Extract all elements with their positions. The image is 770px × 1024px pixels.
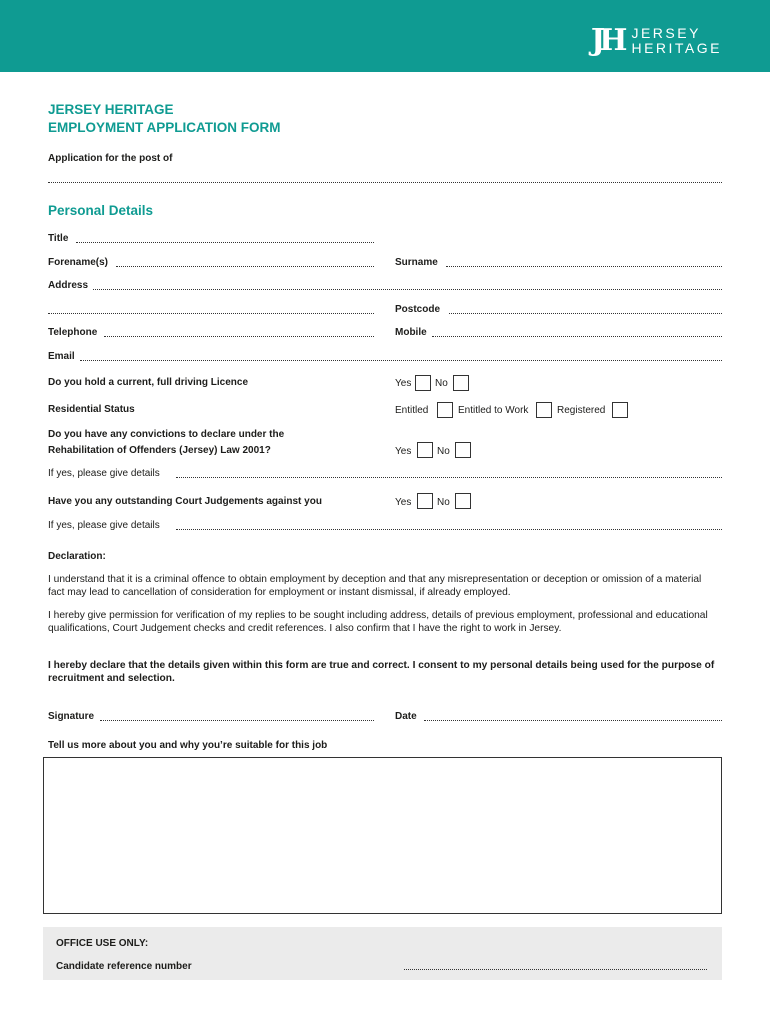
email-field[interactable] [80,360,722,361]
entitled-checkbox[interactable] [437,402,453,418]
declaration-paragraph-2: I hereby give permission for verification of my replies to be sought including address, details of previous employment, professional and educational qualifications, Court Judgement checks and credit references. I also confirm that I have the right to work in Jersey. [48,610,708,635]
candidate-ref-field[interactable] [404,969,707,970]
licence-question: Do you hold a current, full driving Licence [48,377,249,388]
convictions-question [48,428,284,457]
jh-monogram-icon: JH [590,23,622,58]
court-yes-label: Yes [395,497,412,508]
court-details-field[interactable] [176,529,722,530]
logo-wordmark [631,26,722,56]
post-field[interactable] [48,182,722,183]
convictions-question-line2: Rehabilitation of Offenders (Jersey) Law 2001? [48,445,271,456]
forenames-label: Forename(s) [48,257,109,268]
court-no-checkbox[interactable] [455,493,471,509]
surname-label: Surname [395,257,438,268]
logo-line1: JERSEY [631,25,701,41]
email-label: Email [48,351,75,362]
residential-question: Residential Status [48,404,135,415]
court-question: Have you any outstanding Court Judgements against you [48,496,322,507]
court-yes-checkbox[interactable] [417,493,433,509]
registered-checkbox[interactable] [612,402,628,418]
convictions-no-label: No [437,446,450,457]
licence-yes-checkbox[interactable] [415,375,431,391]
licence-no-label: No [435,378,448,389]
office-use-panel [43,927,722,980]
form-title-line2: EMPLOYMENT APPLICATION FORM [48,120,281,135]
postcode-field[interactable] [449,313,722,314]
address-label: Address [48,280,89,291]
convictions-question-line1: Do you have any convictions to declare under the [48,429,285,440]
jersey-heritage-logo [590,23,722,58]
mobile-label: Mobile [395,327,427,338]
form-title-line1: JERSEY HERITAGE [48,102,174,117]
entitled-to-work-label: Entitled to Work [458,405,529,416]
title-field[interactable] [76,242,374,243]
convictions-details-field[interactable] [176,477,722,478]
personal-details-heading: Personal Details [48,203,154,218]
licence-yes-label: Yes [395,378,412,389]
surname-field[interactable] [446,266,722,267]
convictions-yes-checkbox[interactable] [417,442,433,458]
address-field-line2[interactable] [48,313,374,314]
post-label: Application for the post of [48,153,173,164]
signature-field[interactable] [100,720,374,721]
court-no-label: No [437,497,450,508]
date-label: Date [395,711,417,722]
postcode-label: Postcode [395,304,441,315]
court-details-label: If yes, please give details [48,520,160,531]
licence-no-checkbox[interactable] [453,375,469,391]
office-use-heading: OFFICE USE ONLY: [56,938,149,949]
convictions-yes-label: Yes [395,446,412,457]
telephone-label: Telephone [48,327,98,338]
convictions-details-label: If yes, please give details [48,468,160,479]
entitled-to-work-checkbox[interactable] [536,402,552,418]
forenames-field[interactable] [116,266,374,267]
about-textarea[interactable] [43,757,722,914]
logo-line2: HERITAGE [631,40,722,56]
signature-label: Signature [48,711,95,722]
candidate-ref-label: Candidate reference number [56,961,192,972]
declaration-paragraph-1: I understand that it is a criminal offence to obtain employment by deception and that any misrepresentation or deception or omission of a material fact may lead to cancellation of consideration for employment or instant dismissal, if already employed. [48,574,702,599]
convictions-no-checkbox[interactable] [455,442,471,458]
address-field-line1[interactable] [93,289,722,290]
form-title [48,101,281,137]
mobile-field[interactable] [432,336,722,337]
page-header [0,0,770,72]
declaration-paragraph-3: I hereby declare that the details given within this form are true and correct. I consent to my personal details being used for the purpose of recruitment and selection. [48,660,715,685]
registered-label: Registered [557,405,606,416]
date-field[interactable] [424,720,722,721]
telephone-field[interactable] [104,336,374,337]
about-prompt: Tell us more about you and why you’re suitable for this job [48,740,328,751]
entitled-label: Entitled [395,405,429,416]
title-label: Title [48,233,69,244]
declaration-heading: Declaration: [48,551,106,562]
